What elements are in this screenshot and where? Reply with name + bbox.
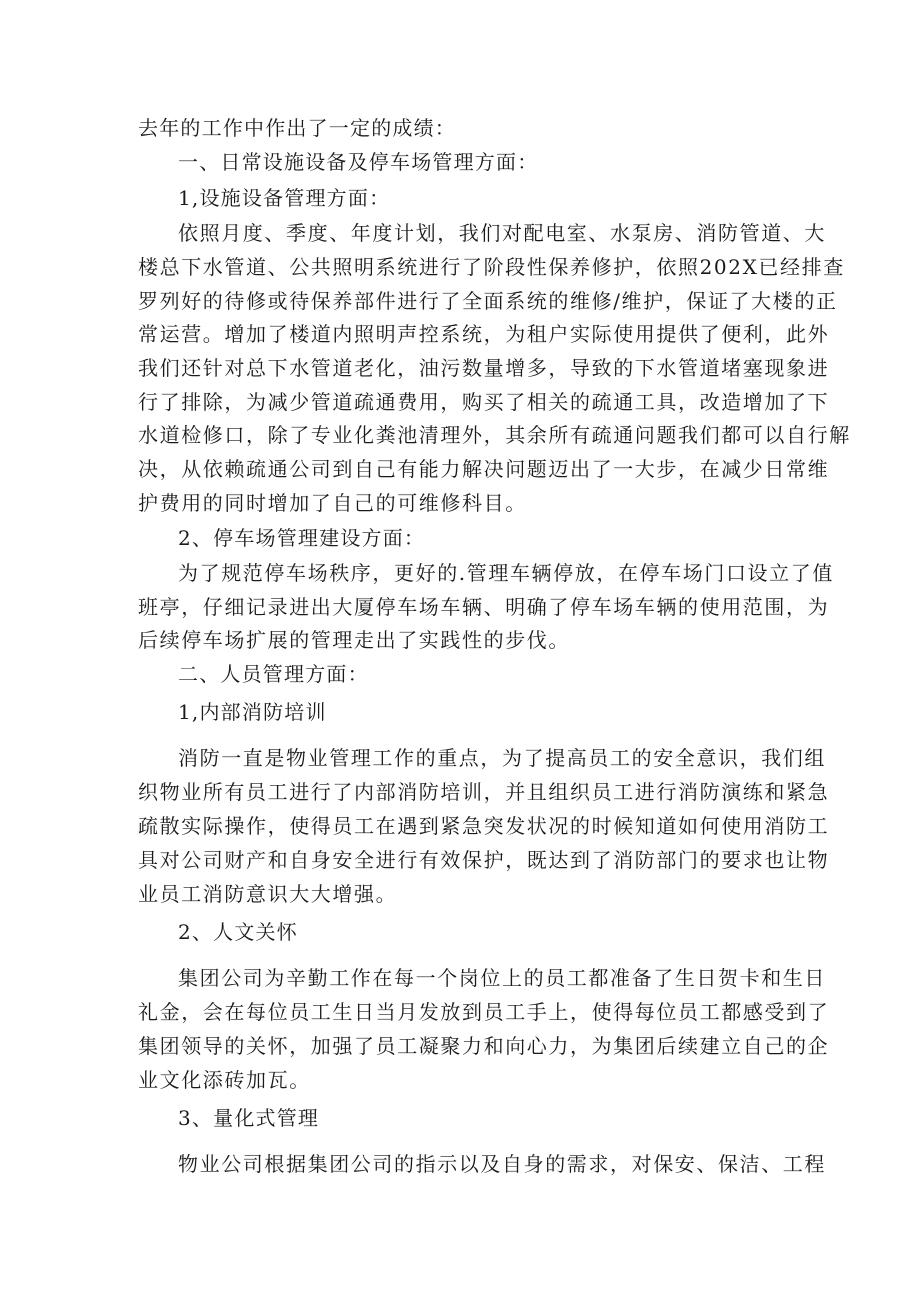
section-heading-facilities-parking: 一、日常设施设备及停车场管理方面： bbox=[178, 150, 539, 174]
paragraph-line: 消防一直是物业管理工作的重点，为了提高员工的安全意识，我们组 bbox=[178, 746, 826, 770]
paragraph-line: 集团公司为辛勤工作在每一个岗位上的员工都准备了生日贺卡和生日 bbox=[178, 966, 826, 990]
paragraph-line: 疏散实际操作，使得员工在遇到紧急突发状况的时候知道如何使用消防工 bbox=[138, 814, 830, 838]
paragraph-line: 集团领导的关怀，加强了员工凝聚力和向心力，为集团后续建立自己的企 bbox=[138, 1034, 830, 1058]
paragraph-line: 物业公司根据集团公司的指示以及自身的需求，对保安、保洁、工程 bbox=[178, 1152, 826, 1176]
paragraph-line: 楼总下水管道、公共照明系统进行了阶段性保养修护，依照202X已经排查 bbox=[138, 255, 845, 279]
paragraph-line: 水道检修口，除了专业化粪池清理外，其余所有疏通问题我们都可以自行解 bbox=[138, 423, 851, 447]
paragraph-line: 决，从依赖疏通公司到自己有能力解决问题迈出了一大步，在减少日常维 bbox=[138, 457, 830, 481]
paragraph-line: 业员工消防意识大大增强。 bbox=[138, 882, 398, 906]
paragraph-line: 依照月度、季度、年度计划，我们对配电室、水泵房、消防管道、大 bbox=[178, 221, 826, 245]
paragraph-line: 我们还针对总下水管道老化，油污数量增多，导致的下水管道堵塞现象进 bbox=[138, 356, 830, 380]
intro-line: 去年的工作中作出了一定的成绩： bbox=[138, 116, 456, 140]
paragraph-line: 业文化添砖加瓦。 bbox=[138, 1068, 311, 1092]
subsection-heading-equipment: 1,设施设备管理方面： bbox=[178, 186, 391, 210]
paragraph-line: 礼金，会在每位员工生日当月发放到员工手上，使得每位员工都感受到了 bbox=[138, 1000, 830, 1024]
subsection-heading-care: 2、人文关怀 bbox=[178, 920, 298, 944]
paragraph-line: 常运营。增加了楼道内照明声控系统，为租户实际使用提供了便利，此外 bbox=[138, 322, 830, 346]
paragraph-line: 罗列好的待修或待保养部件进行了全面系统的维修/维护，保证了大楼的正 bbox=[138, 289, 838, 313]
paragraph-line: 织物业所有员工进行了内部消防培训，并且组织员工进行消防演练和紧急 bbox=[138, 780, 830, 804]
paragraph-line: 行了排除，为减少管道疏通费用，购买了相关的疏通工具，改造增加了下 bbox=[138, 390, 830, 414]
paragraph-line: 具对公司财产和自身安全进行有效保护，既达到了消防部门的要求也让物 bbox=[138, 848, 830, 872]
subsection-heading-parking: 2、停车场管理建设方面： bbox=[178, 526, 426, 550]
paragraph-line: 后续停车场扩展的管理走出了实践性的步伐。 bbox=[138, 628, 570, 652]
subsection-heading-quantified-management: 3、量化式管理 bbox=[178, 1106, 320, 1130]
paragraph-line: 护费用的同时增加了自己的可维修科目。 bbox=[138, 491, 527, 515]
paragraph-line: 为了规范停车场秩序，更好的.管理车辆停放，在停车场门口设立了值 bbox=[178, 561, 834, 585]
paragraph-line: 班亭，仔细记录进出大厦停车场车辆、明确了停车场车辆的使用范围，为 bbox=[138, 595, 830, 619]
section-heading-personnel: 二、人员管理方面： bbox=[178, 662, 369, 686]
subsection-heading-fire-training: 1,内部消防培训 bbox=[178, 700, 327, 724]
